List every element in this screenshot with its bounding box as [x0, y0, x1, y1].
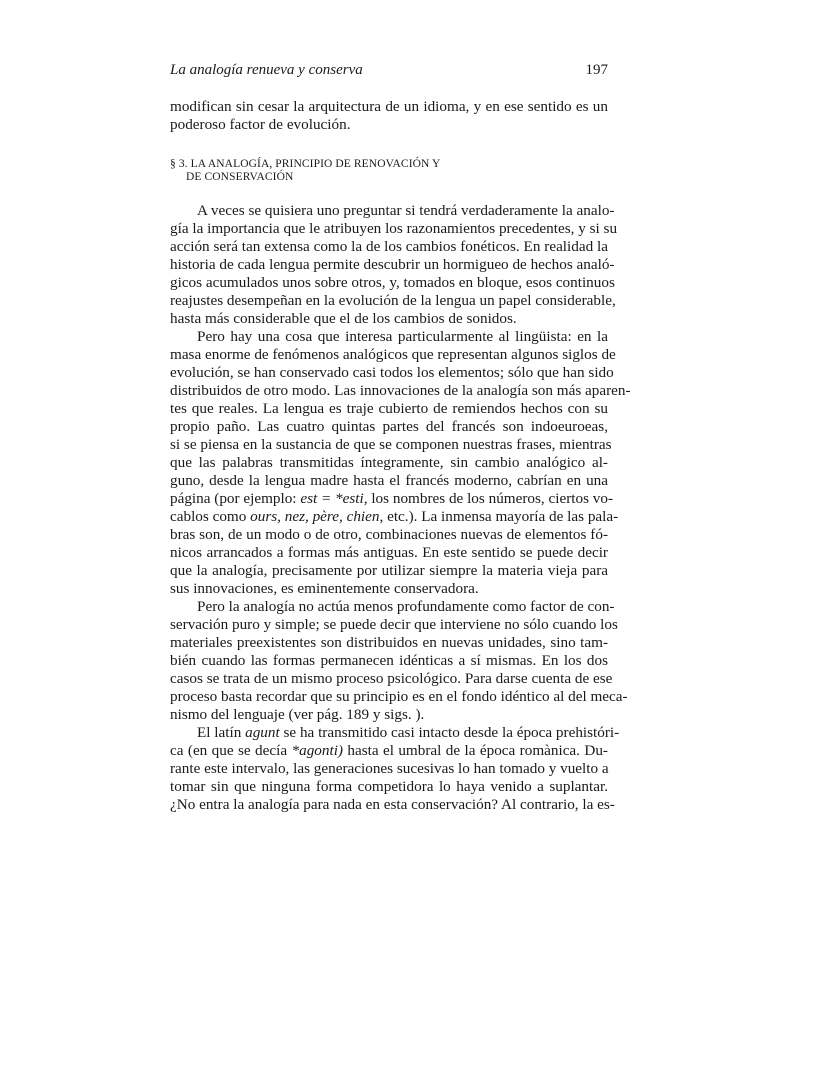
text-line: propio paño. Las cuatro quintas partes del francés son indoeuroeas, [170, 418, 608, 435]
text-line: sus innovaciones, es eminentemente conservadora. [170, 580, 479, 597]
text-line: nicos arrancados a formas más antiguas. En este sentido se puede decir [170, 544, 608, 561]
page-number: 197 [585, 62, 608, 78]
text-line: proceso basta recordar que su principio es en el fondo idéntico al del meca- [170, 688, 628, 705]
text-line: rante este intervalo, las generaciones sucesivas lo han tomado y vuelto a [170, 760, 609, 777]
text-line: que las palabras transmitidas íntegramente, sin cambio analógico al- [170, 454, 608, 471]
text-line: servación puro y simple; se puede decir que interviene no sólo cuando los [170, 616, 618, 633]
text-line: materiales preexistentes son distribuidos en nuevas unidades, sino tam- [170, 634, 608, 651]
text-line: nismo del lenguaje (ver pág. 189 y sigs. ). [170, 706, 425, 723]
text-line: acción será tan extensa como la de los cambios fonéticos. En realidad la [170, 238, 608, 255]
running-head-title: La analogía renueva y conserva [170, 62, 363, 78]
text-line: tomar sin que ninguna forma competidora lo haya venido a suplantar. [170, 778, 608, 795]
section-heading-line-2: DE CONSERVACIÓN [186, 171, 294, 183]
section-heading-line-1: § 3. LA ANALOGÍA, PRINCIPIO DE RENOVACIÓN Y [170, 158, 441, 170]
text-line: ca (en que se decía *agonti) hasta el umbral de la época romànica. Du- [170, 742, 608, 759]
text-line: casos se trata de un mismo proceso psicológico. Para darse cuenta de ese [170, 670, 613, 687]
text-line: bras son, de un modo o de otro, combinaciones nuevas de elementos fó- [170, 526, 608, 543]
text-line: El latín agunt se ha transmitido casi intacto desde la época prehistóri- [197, 724, 620, 741]
text-line: poderoso factor de evolución. [170, 116, 351, 133]
text-line: Pero hay una cosa que interesa particularmente al lingüista: en la [197, 328, 608, 345]
text-line: tes que reales. La lengua es traje cubierto de remiendos hechos con su [170, 400, 608, 417]
text-line: bién cuando las formas permanecen idénticas a sí mismas. En los dos [170, 652, 608, 669]
text-line: historia de cada lengua permite descubrir un hormigueo de hechos analó- [170, 256, 615, 273]
text-line: gía la importancia que le atribuyen los razonamientos precedentes, y si su [170, 220, 618, 237]
text-line: hasta más considerable que el de los cambios de sonidos. [170, 310, 517, 327]
text-line: ¿No entra la analogía para nada en esta conservación? Al contrario, la es- [170, 796, 615, 813]
text-line: gicos acumulados unos sobre otros, y, tomados en bloque, esos continuos [170, 274, 615, 291]
text-line: guno, desde la lengua madre hasta el francés moderno, cabrían en una [170, 472, 608, 489]
text-line: distribuidos de otro modo. Las innovaciones de la analogía son más aparen- [170, 382, 631, 399]
text-line: modifican sin cesar la arquitectura de un idioma, y en ese sentido es un [170, 98, 608, 115]
text-line: evolución, se han conservado casi todos los elementos; sólo que han sido [170, 364, 614, 381]
text-line: cablos como ours, nez, père, chien, etc.). La inmensa mayoría de las pala- [170, 508, 619, 525]
text-line: A veces se quisiera uno preguntar si tendrá verdaderamente la analo- [197, 202, 615, 219]
text-line: que la analogía, precisamente por utilizar siempre la materia vieja para [170, 562, 608, 579]
text-line: reajustes desempeñan en la evolución de la lengua un papel considerable, [170, 292, 616, 309]
text-line: masa enorme de fenómenos analógicos que representan algunos siglos de [170, 346, 616, 363]
text-line: página (por ejemplo: est = *esti, los nombres de los números, ciertos vo- [170, 490, 614, 507]
text-line: Pero la analogía no actúa menos profundamente como factor de con- [197, 598, 615, 615]
text-line: si se piensa en la sustancia de que se componen nuestras frases, mientras [170, 436, 612, 453]
